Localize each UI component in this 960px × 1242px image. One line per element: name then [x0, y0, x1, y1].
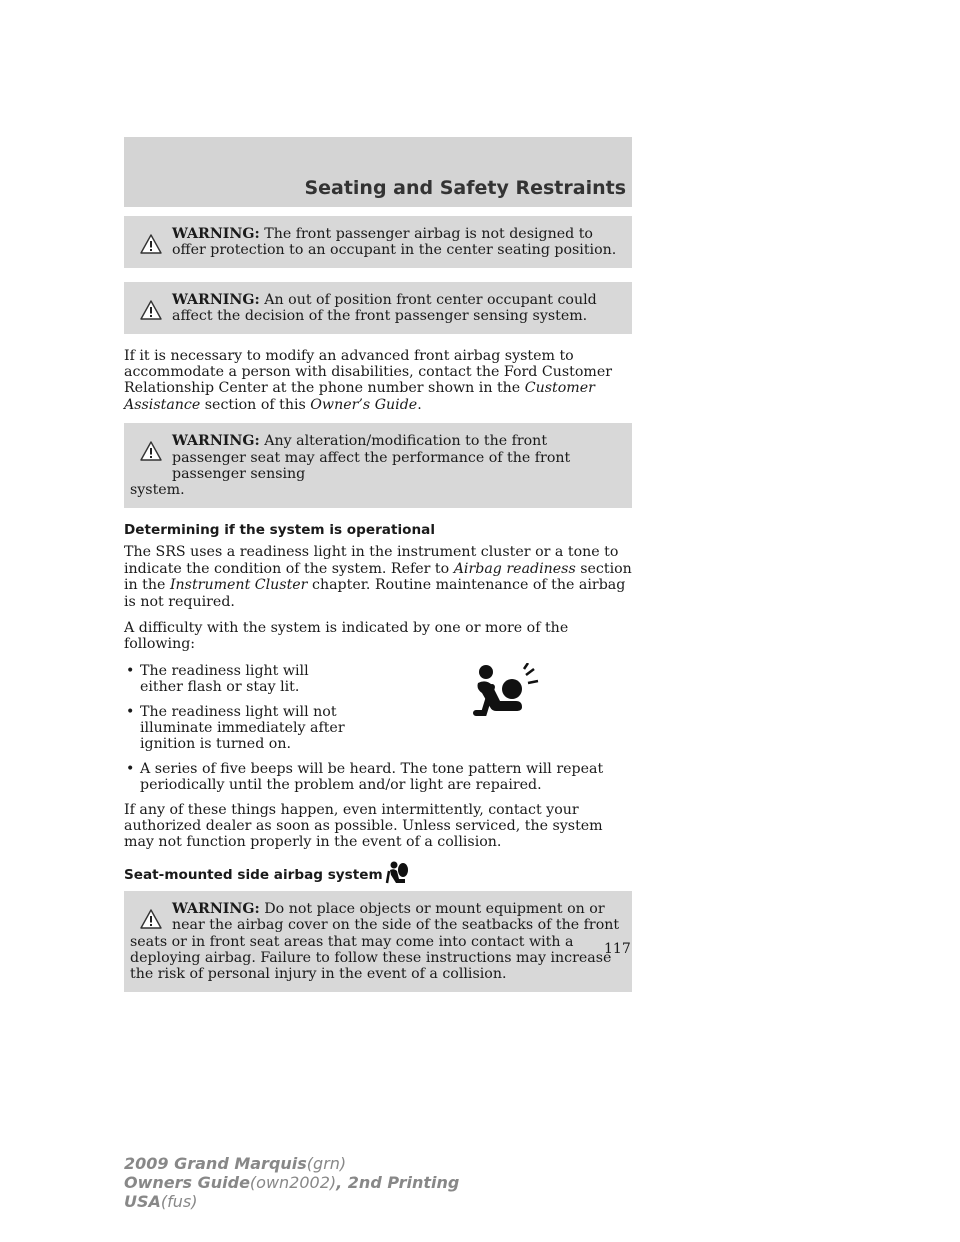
bullet-glyph: •	[126, 703, 135, 720]
footer-printing: , 2nd Printing	[336, 1173, 460, 1192]
list-item-text: A series of five beeps will be heard. The tone pattern will repeat periodically until the problem and/or light are repaired.	[140, 760, 604, 794]
warning-box	[124, 282, 632, 334]
warning-box	[124, 216, 632, 268]
warning-text: Do not place objects or mount equipment on or near the airbag cover on the side of the seatbacks of the front	[172, 900, 620, 934]
paragraph-readiness	[124, 544, 632, 610]
bullet-glyph: •	[126, 760, 135, 777]
list-item	[124, 761, 632, 794]
difficulty-list	[124, 663, 632, 794]
warning-label: WARNING:	[172, 226, 260, 242]
section-title: Seating and Safety Restraints	[304, 177, 626, 199]
warning-text-rest: seats or in front seat areas that may come into contact with a deploying airbag. Failure to follow these instructions may increase the risk of personal injury in the event of a collision.	[130, 933, 612, 983]
warning-triangle-icon	[140, 909, 162, 929]
page-content	[124, 216, 632, 1006]
warning-text: Any alteration/modification to the front passenger seat may affect the performance of the front passenger sensing	[172, 433, 571, 483]
warning-text-rest: system.	[130, 482, 185, 499]
warning-text-first	[130, 433, 622, 482]
bullet-section	[124, 663, 632, 794]
warning-text: The front passenger airbag is not designed to offer protection to an occupant in the center seating position.	[172, 226, 617, 259]
paragraph-text: section in the	[124, 560, 632, 594]
footer-line	[124, 1173, 459, 1192]
footer-model: 2009 Grand Marquis	[124, 1154, 307, 1173]
subheading-side-airbag	[124, 861, 632, 885]
footer-code: (fus)	[160, 1192, 198, 1211]
paragraph-contact-dealer: If any of these things happen, even intermittently, contact your authorized dealer as soon as possible. Unless serviced, the system may not function properly in the event of a collision.	[124, 801, 603, 851]
list-item-text: The readiness light will either flash or stay lit.	[140, 662, 309, 696]
footer-line	[124, 1192, 459, 1211]
footer-guide: Owners Guide	[124, 1173, 250, 1192]
paragraph-text: section of this	[200, 396, 311, 413]
paragraph-text: .	[417, 396, 422, 413]
warning-triangle-icon	[140, 234, 162, 254]
warning-label: WARNING:	[172, 900, 260, 917]
subheading-operational: Determining if the system is operational	[124, 521, 435, 538]
list-item	[124, 704, 350, 753]
list-item-text: The readiness light will not illuminate immediately after ignition is turned on.	[140, 703, 345, 753]
warning-label: WARNING:	[172, 433, 260, 450]
paragraph-text: The SRS uses a readiness light in the instrument cluster or a tone to indicate the condition of the system. Refer to	[124, 544, 619, 577]
warning-text-first	[130, 901, 622, 934]
italic-ref: Customer Assistance	[124, 380, 595, 413]
page-number: 117	[604, 941, 631, 957]
footer-code: (own2002)	[249, 1173, 337, 1192]
bullet-glyph: •	[126, 662, 135, 679]
italic-ref: Airbag readiness	[453, 560, 576, 577]
warning-label: WARNING:	[172, 291, 260, 308]
paragraph-difficulty: A difficulty with the system is indicated by one or more of the following:	[124, 619, 569, 653]
list-item	[124, 663, 350, 696]
airbag-readiness-light-icon	[470, 663, 540, 723]
paragraph-text: If it is necessary to modify an advanced front airbag system to accommodate a person with disabilities, contact the Ford Customer Relationship Center at the phone number shown in the	[124, 347, 613, 397]
subheading-text: Seat-mounted side airbag system	[124, 866, 383, 883]
warning-triangle-icon	[140, 441, 162, 461]
footer-line	[124, 1154, 459, 1173]
paragraph-modify-airbag	[124, 348, 632, 414]
warning-text: An out of position front center occupant could affect the decision of the front passenger sensing system.	[172, 291, 597, 325]
paragraph-text: chapter. Routine maintenance of the airbag is not required.	[124, 577, 626, 610]
warning-box	[124, 891, 632, 992]
footer-code: (grn)	[306, 1154, 347, 1173]
footer-region: USA	[124, 1192, 161, 1211]
italic-ref: Instrument Cluster	[169, 577, 308, 594]
warning-triangle-icon	[140, 300, 162, 320]
footer	[124, 1154, 459, 1211]
side-airbag-icon	[385, 861, 411, 885]
section-header-bar	[124, 137, 632, 207]
italic-ref: Owner’s Guide	[310, 396, 418, 413]
warning-box	[124, 423, 632, 508]
